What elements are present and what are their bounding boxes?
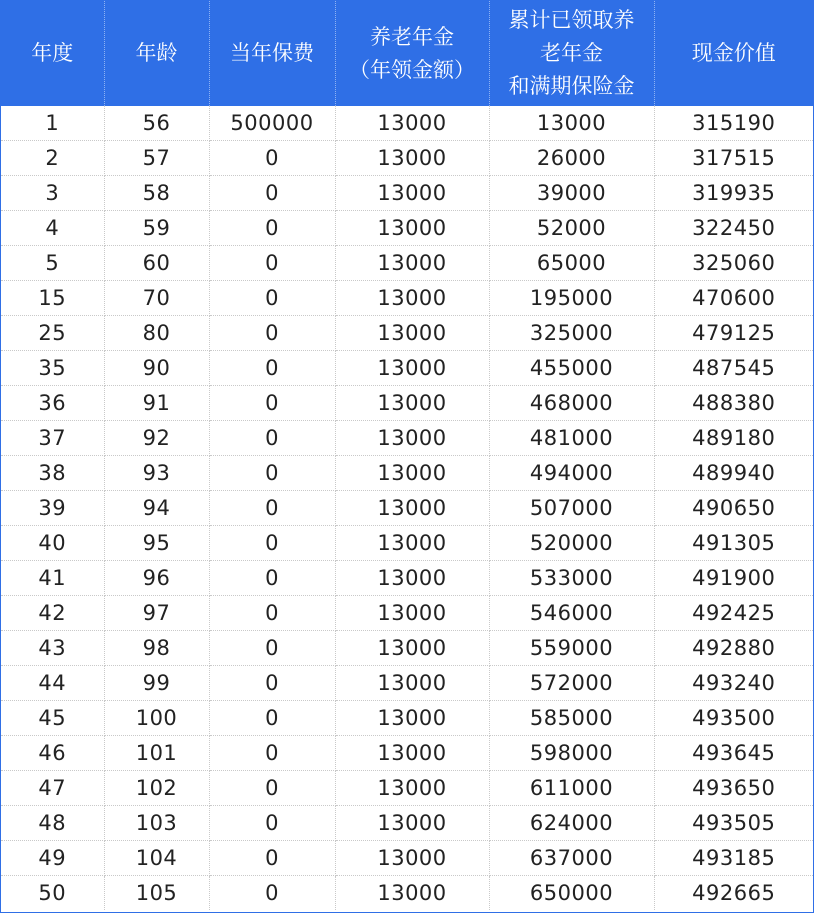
cell-age: 57 (104, 141, 209, 176)
cell-annuity: 13000 (335, 281, 489, 316)
column-header-cash-value (654, 1, 813, 106)
cell-cash-value: 487545 (654, 351, 813, 386)
cell-cumulative-received: 650000 (489, 876, 654, 911)
cell-cash-value: 319935 (654, 176, 813, 211)
table-row (1, 456, 813, 491)
table-row (1, 701, 813, 736)
cell-age: 103 (104, 806, 209, 841)
table-row (1, 876, 813, 911)
column-header-line: 老年金 (540, 41, 603, 65)
column-header-line: 现金价值 (691, 41, 776, 65)
cell-annuity: 13000 (335, 456, 489, 491)
cell-cash-value: 322450 (654, 211, 813, 246)
table-row (1, 176, 813, 211)
table-row (1, 736, 813, 771)
header-row (1, 1, 813, 106)
cell-premium: 0 (209, 211, 335, 246)
cell-cumulative-received: 507000 (489, 491, 654, 526)
table-row (1, 526, 813, 561)
cell-age: 92 (104, 421, 209, 456)
cell-premium: 0 (209, 666, 335, 701)
cell-age: 100 (104, 701, 209, 736)
cell-premium: 0 (209, 736, 335, 771)
cell-annuity: 13000 (335, 876, 489, 911)
cell-cumulative-received: 559000 (489, 631, 654, 666)
cell-annuity: 13000 (335, 316, 489, 351)
cell-annuity: 13000 (335, 491, 489, 526)
cell-annuity: 13000 (335, 736, 489, 771)
cell-cash-value: 493240 (654, 666, 813, 701)
cell-year: 46 (1, 736, 104, 771)
column-header-line: （年领金额） (349, 57, 475, 82)
column-header-age (104, 1, 209, 106)
table-row (1, 141, 813, 176)
cell-annuity: 13000 (335, 526, 489, 561)
cell-premium: 0 (209, 491, 335, 526)
cell-age: 59 (104, 211, 209, 246)
cell-premium: 0 (209, 246, 335, 281)
cell-premium: 0 (209, 841, 335, 876)
cell-year: 37 (1, 421, 104, 456)
cell-annuity: 13000 (335, 666, 489, 701)
table-row (1, 596, 813, 631)
cell-cumulative-received: 195000 (489, 281, 654, 316)
cell-cash-value: 489940 (654, 456, 813, 491)
cell-cumulative-received: 455000 (489, 351, 654, 386)
cell-annuity: 13000 (335, 211, 489, 246)
cell-cash-value: 488380 (654, 386, 813, 421)
cell-year: 36 (1, 386, 104, 421)
cell-year: 1 (1, 106, 104, 141)
cell-premium: 0 (209, 456, 335, 491)
cell-year: 39 (1, 491, 104, 526)
cell-annuity: 13000 (335, 701, 489, 736)
cell-annuity: 13000 (335, 596, 489, 631)
cell-age: 105 (104, 876, 209, 911)
cell-year: 2 (1, 141, 104, 176)
column-header-premium (209, 1, 335, 106)
table-row (1, 351, 813, 386)
cell-year: 5 (1, 246, 104, 281)
cell-cash-value: 489180 (654, 421, 813, 456)
cell-year: 15 (1, 281, 104, 316)
cell-cumulative-received: 39000 (489, 176, 654, 211)
cell-cumulative-received: 637000 (489, 841, 654, 876)
cell-age: 94 (104, 491, 209, 526)
column-header-line: 年龄 (135, 41, 178, 65)
table-row (1, 106, 813, 141)
cell-age: 80 (104, 316, 209, 351)
cell-cash-value: 491305 (654, 526, 813, 561)
cell-age: 102 (104, 771, 209, 806)
cell-year: 40 (1, 526, 104, 561)
cell-cumulative-received: 598000 (489, 736, 654, 771)
cell-premium: 0 (209, 596, 335, 631)
cell-year: 45 (1, 701, 104, 736)
cell-premium: 0 (209, 281, 335, 316)
cell-cumulative-received: 13000 (489, 106, 654, 141)
cell-annuity: 13000 (335, 561, 489, 596)
column-header-line: 累计已领取养 (508, 8, 635, 32)
table-row (1, 386, 813, 421)
cell-premium: 0 (209, 386, 335, 421)
cell-premium: 500000 (209, 106, 335, 141)
cell-annuity: 13000 (335, 841, 489, 876)
cell-cumulative-received: 325000 (489, 316, 654, 351)
cell-year: 4 (1, 211, 104, 246)
cell-premium: 0 (209, 421, 335, 456)
cell-age: 104 (104, 841, 209, 876)
cell-cash-value: 315190 (654, 106, 813, 141)
cell-cash-value: 492665 (692, 881, 776, 905)
cell-premium: 0 (209, 561, 335, 596)
cell-cash-value: 493645 (654, 736, 813, 771)
cell-annuity: 13000 (335, 246, 489, 281)
cell-premium: 0 (209, 806, 335, 841)
cell-year: 3 (1, 176, 104, 211)
cell-cumulative-received: 624000 (489, 806, 654, 841)
cell-cash-value: 492880 (654, 631, 813, 666)
cell-cash-value: 493505 (654, 806, 813, 841)
column-header-line: 年度 (31, 41, 74, 65)
cell-annuity: 13000 (335, 106, 489, 141)
table-row (1, 841, 813, 876)
table-row (1, 281, 813, 316)
cell-annuity: 13000 (335, 386, 489, 421)
cell-age: 70 (104, 281, 209, 316)
cell-year: 41 (1, 561, 104, 596)
table-header (1, 1, 813, 106)
cell-cumulative-received: 468000 (489, 386, 654, 421)
table-row (1, 421, 813, 456)
cell-cumulative-received: 546000 (489, 596, 654, 631)
cell-year: 42 (1, 596, 104, 631)
table-row (1, 316, 813, 351)
table-row (1, 631, 813, 666)
cell-cash-value: 493185 (654, 841, 813, 876)
cell-annuity: 13000 (335, 806, 489, 841)
cell-premium: 0 (209, 876, 335, 911)
table-row (1, 246, 813, 281)
cell-year: 49 (1, 841, 104, 876)
cell-year: 38 (1, 456, 104, 491)
cell-cumulative-received: 520000 (489, 526, 654, 561)
column-header-line: 当年保费 (230, 41, 314, 65)
cell-annuity: 13000 (335, 351, 489, 386)
table-row (1, 666, 813, 701)
cell-cumulative-received: 481000 (489, 421, 654, 456)
column-header-annuity (335, 1, 489, 106)
cell-age: 98 (104, 631, 209, 666)
cell-age: 101 (104, 736, 209, 771)
cell-age: 91 (104, 386, 209, 421)
cell-annuity: 13000 (335, 176, 489, 211)
cell-cumulative-received: 611000 (489, 771, 654, 806)
cell-year: 43 (1, 631, 104, 666)
cell-premium: 0 (209, 141, 335, 176)
cell-year: 44 (1, 666, 104, 701)
cell-age: 99 (104, 666, 209, 701)
benefit-table (1, 1, 813, 910)
cell-annuity: 13000 (335, 421, 489, 456)
table-body (1, 106, 813, 910)
table-row (1, 491, 813, 526)
cell-premium: 0 (209, 631, 335, 666)
cell-cumulative-received: 26000 (489, 141, 654, 176)
cell-annuity: 13000 (335, 631, 489, 666)
cell-premium: 0 (209, 316, 335, 351)
column-header-line: 养老年金 (370, 24, 454, 49)
cell-cash-value: 490650 (654, 491, 813, 526)
cell-cumulative-received: 65000 (489, 246, 654, 281)
cell-cash-value: 493500 (654, 701, 813, 736)
cell-premium: 0 (209, 526, 335, 561)
cell-age: 97 (104, 596, 209, 631)
cell-premium: 0 (209, 351, 335, 386)
cell-cumulative-received: 494000 (489, 456, 654, 491)
cell-cumulative-received: 585000 (489, 701, 654, 736)
column-header-cumulative-received (489, 1, 654, 106)
cell-cash-value: 493650 (654, 771, 813, 806)
cell-age: 96 (104, 561, 209, 596)
table-row (1, 211, 813, 246)
cell-age: 58 (104, 176, 209, 211)
cell-cumulative-received: 533000 (489, 561, 654, 596)
cell-cash-value: 317515 (654, 141, 813, 176)
cell-age: 90 (104, 351, 209, 386)
cell-cash-value: 491900 (654, 561, 813, 596)
table-row (1, 561, 813, 596)
cell-age: 60 (104, 246, 209, 281)
cell-age: 93 (104, 456, 209, 491)
cell-premium: 0 (209, 701, 335, 736)
cell-cash-value: 325060 (654, 246, 813, 281)
cell-year: 47 (1, 771, 104, 806)
cell-cash-value: 470600 (654, 281, 813, 316)
column-header-year (1, 1, 104, 106)
table-row (1, 771, 813, 806)
cell-year: 35 (1, 351, 104, 386)
table-row (1, 806, 813, 841)
cell-cumulative-received: 572000 (489, 666, 654, 701)
cell-age: 95 (104, 526, 209, 561)
cell-cash-value: 479125 (654, 316, 813, 351)
cell-cash-value: 492425 (654, 596, 813, 631)
cell-annuity: 13000 (335, 141, 489, 176)
cell-annuity: 13000 (335, 771, 489, 806)
cell-premium: 0 (209, 176, 335, 211)
column-header-line: 和满期保险金 (508, 74, 635, 98)
cell-age: 56 (104, 106, 209, 141)
cell-year: 25 (1, 316, 104, 351)
cell-cumulative-received: 52000 (489, 211, 654, 246)
cell-premium: 0 (209, 771, 335, 806)
cell-year: 48 (1, 806, 104, 841)
cell-year: 50 (1, 876, 104, 911)
